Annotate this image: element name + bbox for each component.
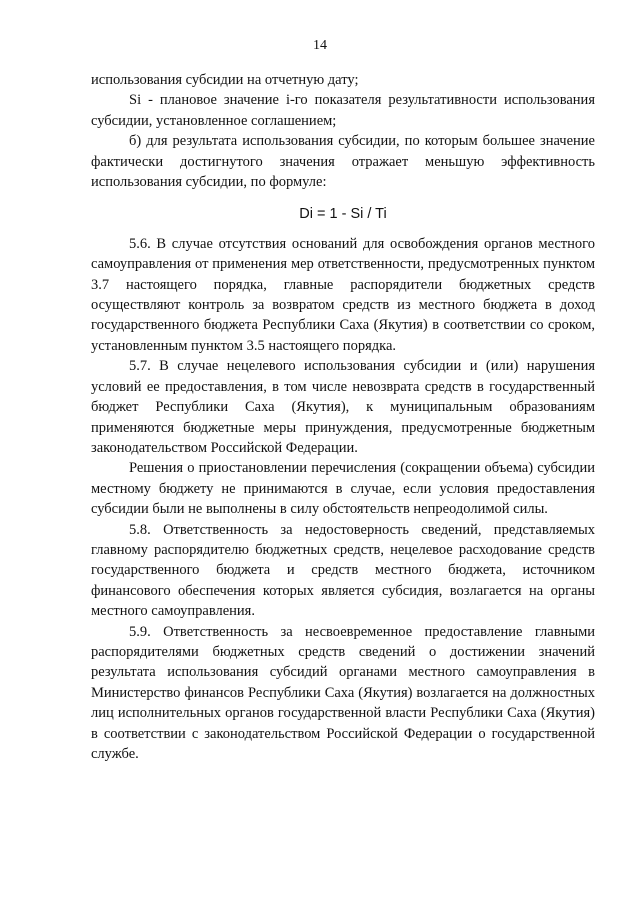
paragraph-5-8: 5.8. Ответственность за недостоверность сведений, представляемых главному распорядителю бюджетных средств, нецелевое расходование средств государственного бюджета и средств местного бюджета, источником финансового обеспечения которых является субсидия, возлагается на органы местного самоуправления. xyxy=(91,521,595,620)
page-number: 14 xyxy=(313,38,327,53)
paragraph-5-9: 5.9. Ответственность за несвоевременное предоставление главными распорядителями бюджетных средств сведений о достижении значений результата использования субсидий органами местного самоуправления в Министерство финансов Республики Саха (Якутия) возлагается на должностных лиц исполнительных органов государственной власти Республики Саха (Якутия) в соответствии с законодательством Российской Федерации о государственной службе. xyxy=(91,623,595,762)
paragraph-suspension-decisions: Решения о приостановлении перечисления (сокращении объема) субсидии местному бюджету не принимаются в случае, если условия предоставления субсидии были не выполнены в силу обстоятельств непреодолимой силы. xyxy=(91,460,595,518)
document-body xyxy=(91,70,595,764)
formula: Di = 1 - Si / Ti xyxy=(299,206,387,223)
paragraph-continuation: использования субсидии на отчетную дату; xyxy=(91,72,359,88)
paragraph-si-definition: Si - плановое значение i-го показателя результативности использования субсидии, установленное соглашением; xyxy=(91,92,595,129)
paragraph-5-7: 5.7. В случае нецелевого использования субсидии и (или) нарушения условий ее предоставления, в том числе невозврата средств в государственный бюджет Республики Саха (Якутия), к муниципальным образованиям применяются бюджетные меры принуждения, предусмотренные бюджетным законодательством Российской Федерации. xyxy=(91,358,595,456)
paragraph-case-b: б) для результата использования субсидии, по которым большее значение фактически достигнутого значения отражает меньшую эффективность использования субсидии, по формуле: xyxy=(91,133,595,191)
paragraph-5-6: 5.6. В случае отсутствия оснований для освобождения органов местного самоуправления от применения мер ответственности, предусмотренных пунктом 3.7 настоящего порядка, главные распорядители бюджетных средств осуществляют контроль за возвратом средств из местного бюджета в доход государственного бюджета Республики Саха (Якутия) в соответствии со сроком, установленным пунктом 3.5 настоящего порядка. xyxy=(91,235,595,354)
